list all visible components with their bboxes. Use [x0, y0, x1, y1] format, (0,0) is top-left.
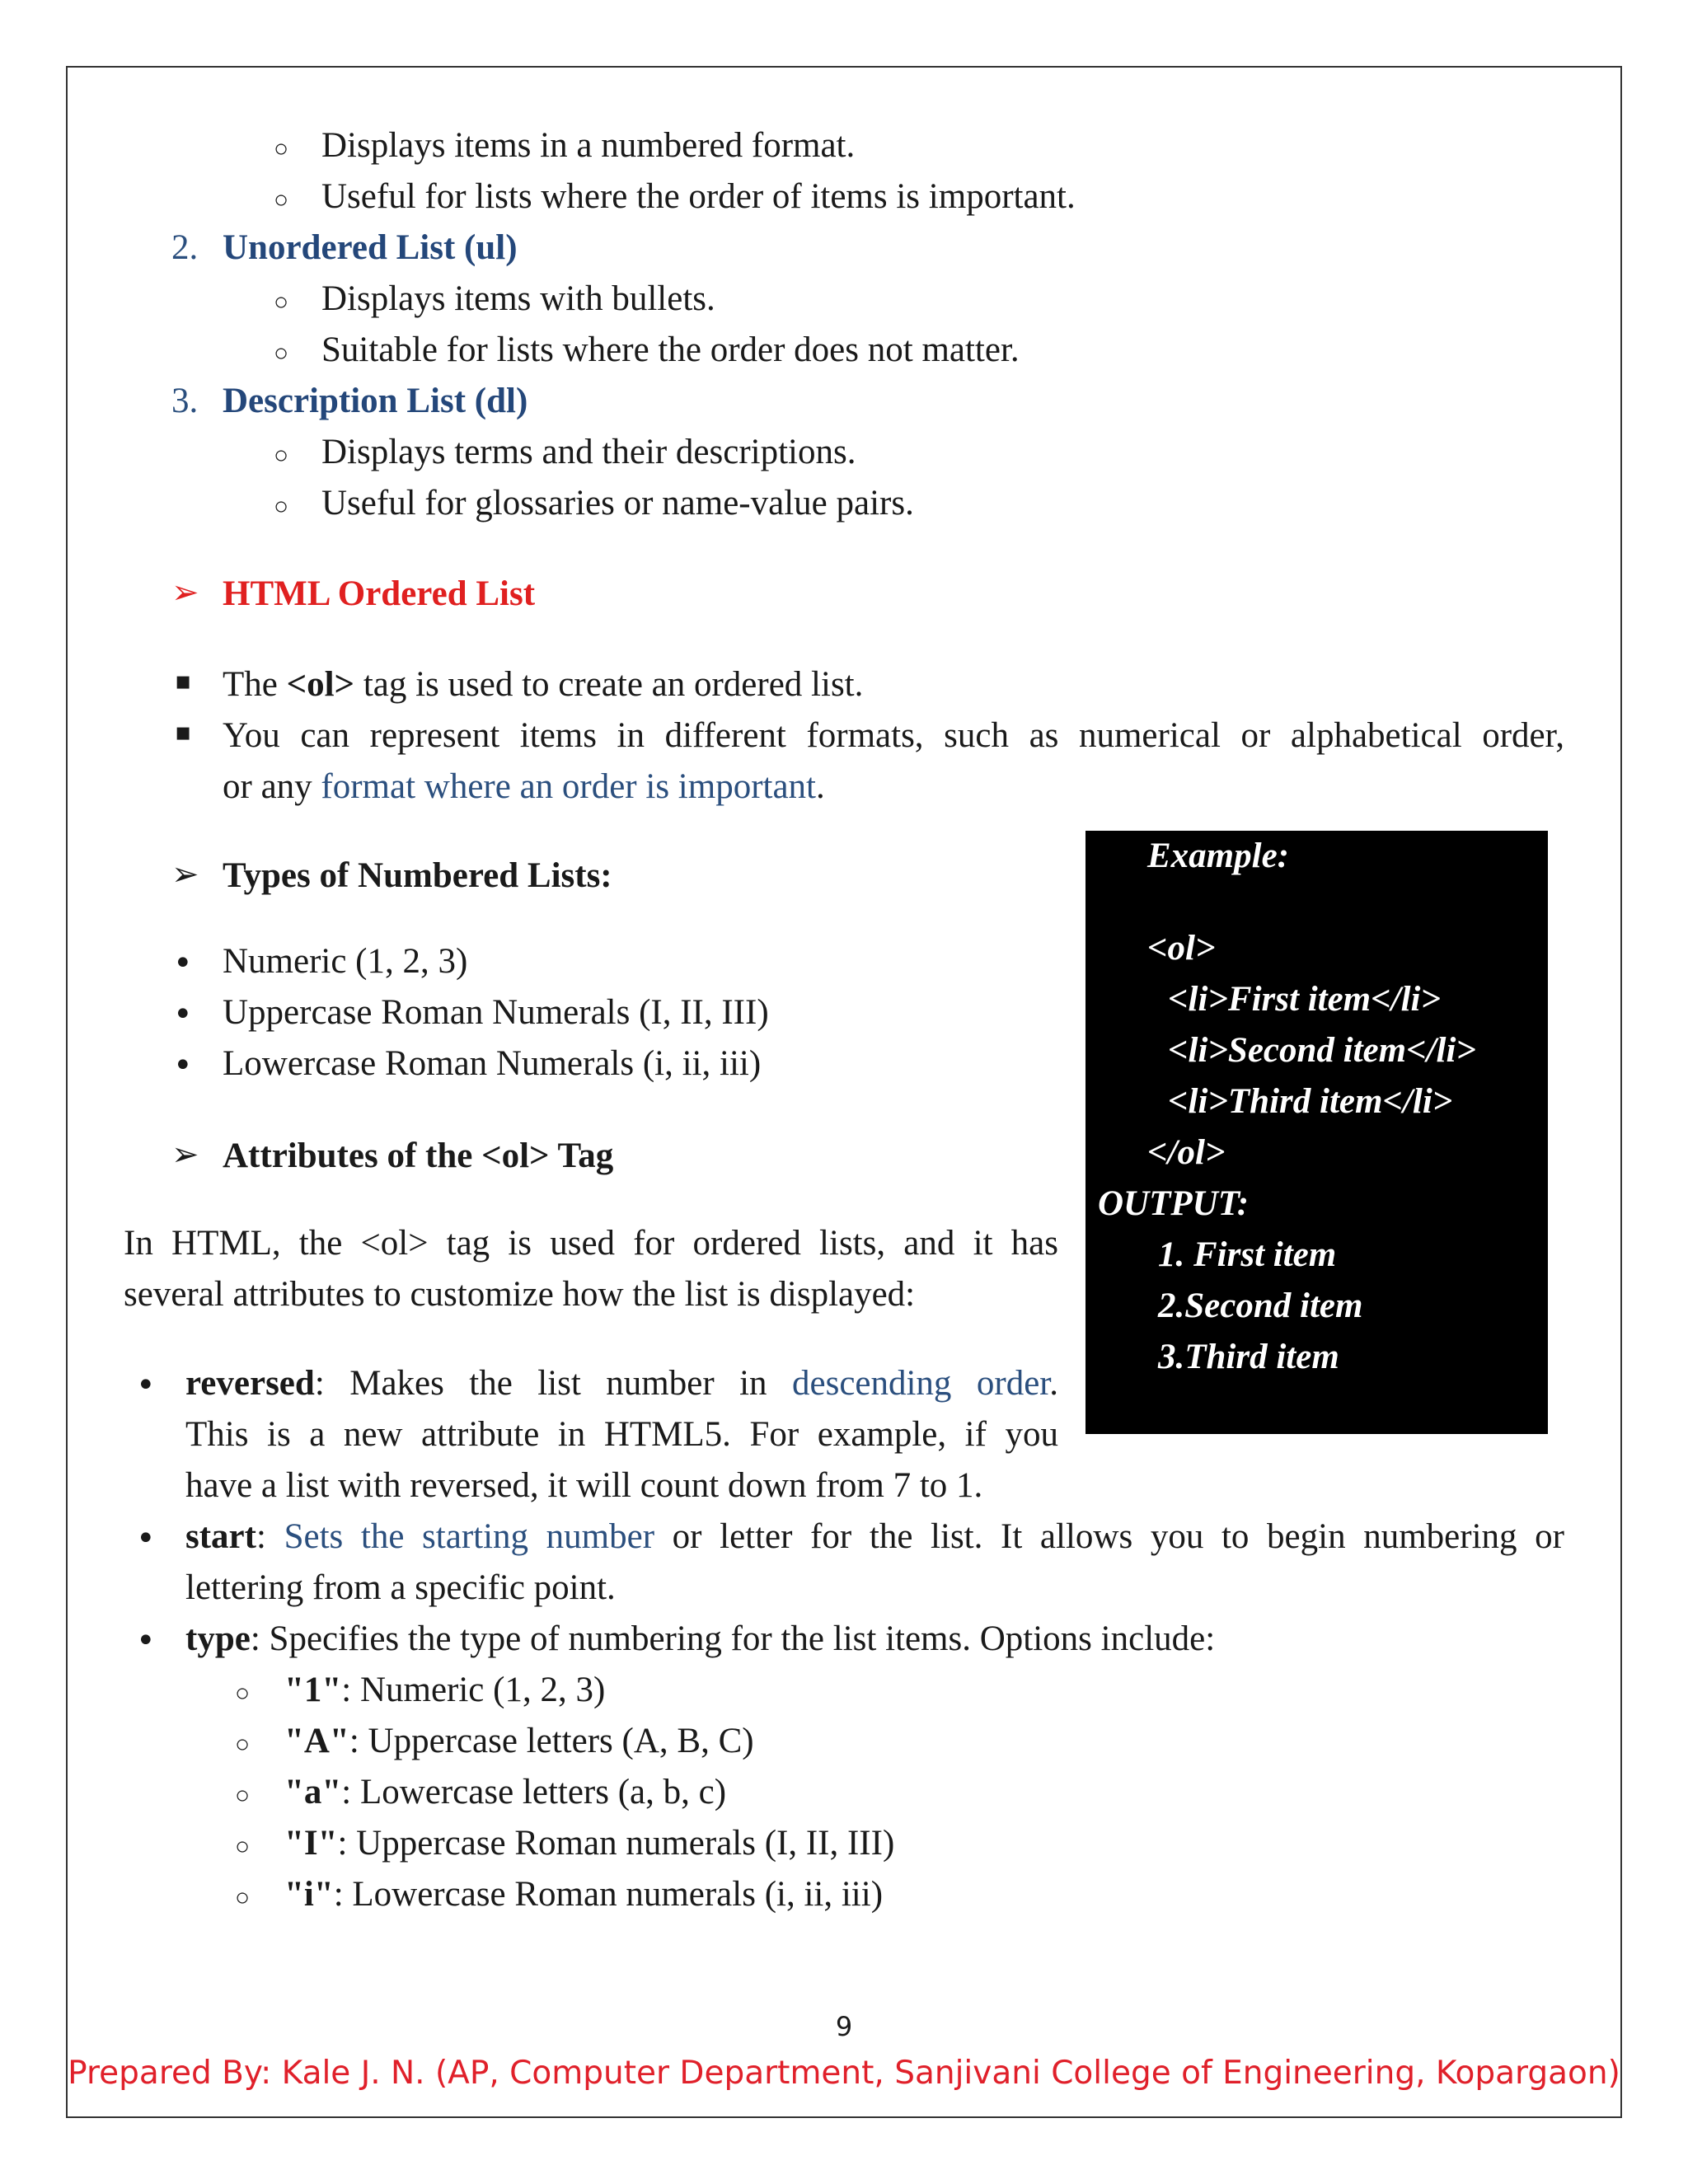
list-type-heading: Unordered List (ul) — [223, 228, 518, 267]
list-number: 3. — [171, 382, 199, 420]
circle-bullet-icon: ○ — [235, 1731, 251, 1758]
bullet-dot-icon: • — [136, 1520, 156, 1558]
list-item: Displays items in a numbered format. — [321, 126, 856, 165]
output-label: OUTPUT: — [1098, 1184, 1250, 1223]
output-line: 2.Second item — [1158, 1286, 1363, 1325]
circle-bullet-icon: ○ — [235, 1833, 251, 1860]
bullet-dot-icon: • — [173, 1047, 193, 1085]
circle-bullet-icon: ○ — [235, 1884, 251, 1911]
section-heading: Types of Numbered Lists: — [223, 856, 612, 895]
list-item: "A": Uppercase letters (A, B, C) — [284, 1722, 754, 1760]
section-heading: Attributes of the <ol> Tag — [223, 1137, 614, 1175]
list-item: Numeric (1, 2, 3) — [223, 942, 468, 981]
list-type-heading: Description List (dl) — [223, 382, 528, 420]
example-title: Example: — [1147, 837, 1289, 875]
section-heading: HTML Ordered List — [223, 574, 536, 613]
list-item: Useful for lists where the order of items is important. — [321, 177, 1076, 216]
example-code-box — [1085, 831, 1548, 1434]
list-item: "I": Uppercase Roman numerals (I, II, III) — [284, 1824, 895, 1863]
list-item: "1": Numeric (1, 2, 3) — [284, 1671, 606, 1709]
code-line: <li>First item</li> — [1168, 980, 1441, 1019]
code-line: <li>Third item</li> — [1168, 1082, 1453, 1121]
paragraph-line: In HTML, the <ol> tag is used for ordered lists, and it has — [124, 1224, 1058, 1263]
attribute-line: lettering from a specific point. — [185, 1568, 616, 1607]
attribute-line: type: Specifies the type of numbering for the list items. Options include: — [185, 1619, 1216, 1658]
circle-bullet-icon: ○ — [274, 288, 289, 316]
code-line: <ol> — [1147, 929, 1216, 968]
attribute-line: have a list with reversed, it will count down from 7 to 1. — [185, 1466, 983, 1505]
paragraph-line: The <ol> tag is used to create an ordered list. — [223, 665, 864, 704]
list-item: Uppercase Roman Numerals (I, II, III) — [223, 993, 769, 1032]
code-line: </ol> — [1147, 1133, 1226, 1172]
code-line: <li>Second item</li> — [1168, 1031, 1476, 1070]
circle-bullet-icon: ○ — [274, 442, 289, 469]
bullet-dot-icon: • — [136, 1366, 156, 1404]
paragraph-line: several attributes to customize how the list is displayed: — [124, 1275, 916, 1314]
circle-bullet-icon: ○ — [235, 1680, 251, 1707]
list-item: Suitable for lists where the order does not matter. — [321, 330, 1020, 369]
list-item: Lowercase Roman Numerals (i, ii, iii) — [223, 1044, 762, 1083]
square-bullet-icon: ▪ — [175, 667, 192, 696]
list-item: Displays terms and their descriptions. — [321, 433, 856, 471]
output-line: 3.Third item — [1158, 1338, 1339, 1376]
attribute-line: This is a new attribute in HTML5. For example, if you — [185, 1415, 1058, 1454]
list-number: 2. — [171, 228, 199, 267]
page-number: 9 — [835, 2011, 853, 2042]
paragraph-line: or any format where an order is important. — [223, 767, 825, 806]
list-item: Useful for glossaries or name-value pairs. — [321, 484, 914, 523]
list-item: "i": Lowercase Roman numerals (i, ii, iii) — [284, 1875, 884, 1914]
circle-bullet-icon: ○ — [274, 493, 289, 520]
list-item: "a": Lowercase letters (a, b, c) — [284, 1773, 727, 1811]
circle-bullet-icon: ○ — [274, 186, 289, 213]
paragraph-line: You can represent items in different formats, such as numerical or alphabetical order, — [223, 716, 1564, 755]
output-line: 1. First item — [1158, 1235, 1337, 1274]
circle-bullet-icon: ○ — [274, 135, 289, 162]
square-bullet-icon: ▪ — [175, 718, 192, 747]
attribute-line: reversed: Makes the list number in descending order. — [185, 1364, 1058, 1403]
bullet-dot-icon: • — [173, 944, 193, 982]
bullet-dot-icon: • — [136, 1622, 156, 1660]
page-footer: Prepared By: Kale J. N. (AP, Computer Department, Sanjivani College of Engineering, Kopargaon) — [68, 2055, 1620, 2092]
arrow-bullet-icon: ➢ — [171, 574, 199, 612]
circle-bullet-icon: ○ — [235, 1782, 251, 1809]
bullet-dot-icon: • — [173, 996, 193, 1033]
list-item: Displays items with bullets. — [321, 279, 715, 318]
circle-bullet-icon: ○ — [274, 340, 289, 367]
arrow-bullet-icon: ➢ — [171, 1136, 199, 1174]
arrow-bullet-icon: ➢ — [171, 855, 199, 893]
attribute-line: start: Sets the starting number or letter for the list. It allows you to begin numbering or — [185, 1517, 1564, 1556]
